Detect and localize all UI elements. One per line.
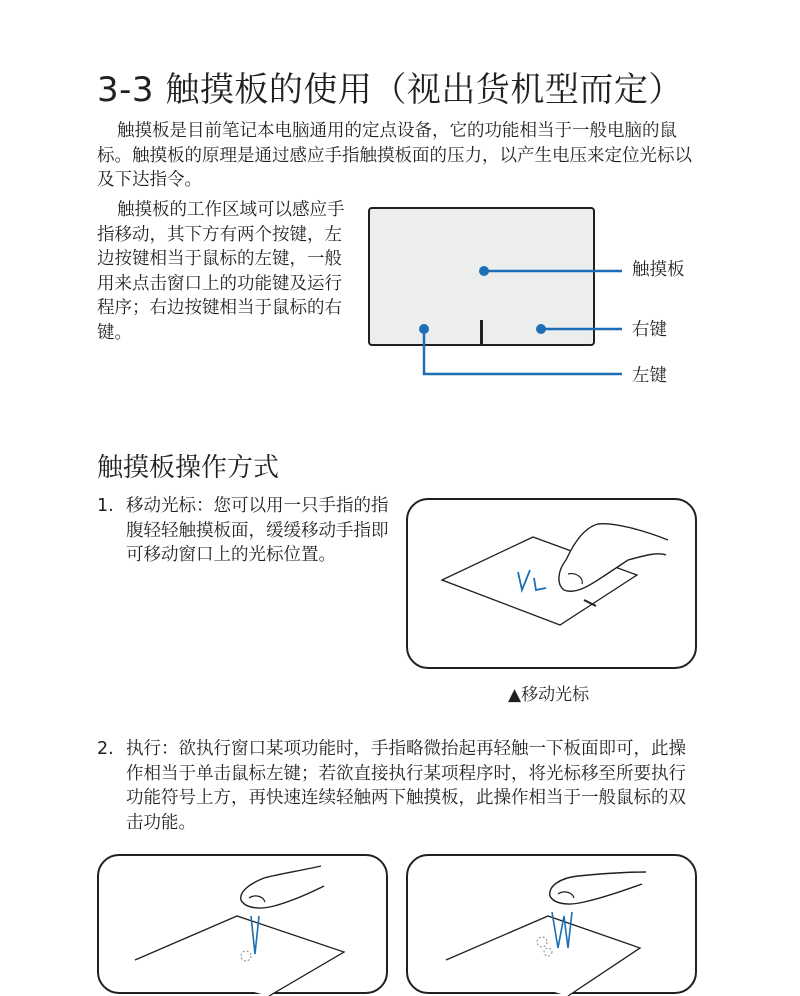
move-cursor-illustration <box>406 498 697 669</box>
finger-outline <box>241 866 324 908</box>
page-title: 3-3 触摸板的使用（视出货机型而定） <box>97 70 683 110</box>
single-tap-drawing <box>99 856 390 996</box>
item-text: 执行：欲执行窗口某项功能时，手指略微抬起再轻触一下板面即可，此操作相当于单击鼠标左键；若欲直接执行某项程序时，将光标移至所要执行功能符号上方，再快速连续轻触两下触摸板，此操作相当于一般鼠标的双击功能。 <box>126 739 686 833</box>
single-tap-illustration <box>97 854 388 994</box>
finger-outline <box>550 872 646 904</box>
touchpad-label: 触摸板 <box>632 260 685 280</box>
touchpad-perspective <box>446 916 640 996</box>
left-key-leader-line <box>424 329 622 374</box>
double-tap-illustration <box>406 854 697 994</box>
area-text: 触摸板的工作区域可以感应手指移动，其下方有两个按键，左边按键相当于鼠标的左键，一般用来点击窗口上的功能键及运行程序；右边按键相当于鼠标的右键。 <box>97 200 345 343</box>
intro-text: 触摸板是目前笔记本电脑通用的定点设备，它的功能相当于一般电脑的鼠标。触摸板的原理是通过感应手指触摸板面的压力，以产生电压来定位光标以及下达指令。 <box>97 121 692 190</box>
left-key-label: 左键 <box>632 366 667 386</box>
right-key-dot <box>536 324 546 334</box>
touchpad-perspective <box>135 916 344 996</box>
button-divider <box>480 320 483 344</box>
item-text: 移动光标：您可以用一只手指的指腹轻轻触摸板面，缓缓移动手指即可移动窗口上的光标位置。 <box>126 496 389 565</box>
touchpad-outline <box>369 208 594 345</box>
move-cursor-caption: ▲移动光标 <box>508 685 590 705</box>
item-number: 1. <box>97 496 114 516</box>
list-item <box>97 494 397 574</box>
area-paragraph <box>97 198 359 345</box>
intro-paragraph <box>97 119 703 193</box>
double-tap-drawing <box>408 856 699 996</box>
touchpad-dot <box>479 266 489 276</box>
item-number: 2. <box>97 739 114 759</box>
list-item <box>97 737 703 837</box>
section-title: 触摸板操作方式 <box>97 453 280 483</box>
left-key-dot <box>419 324 429 334</box>
right-key-label: 右键 <box>632 320 667 340</box>
finger-slide-drawing <box>408 500 699 671</box>
